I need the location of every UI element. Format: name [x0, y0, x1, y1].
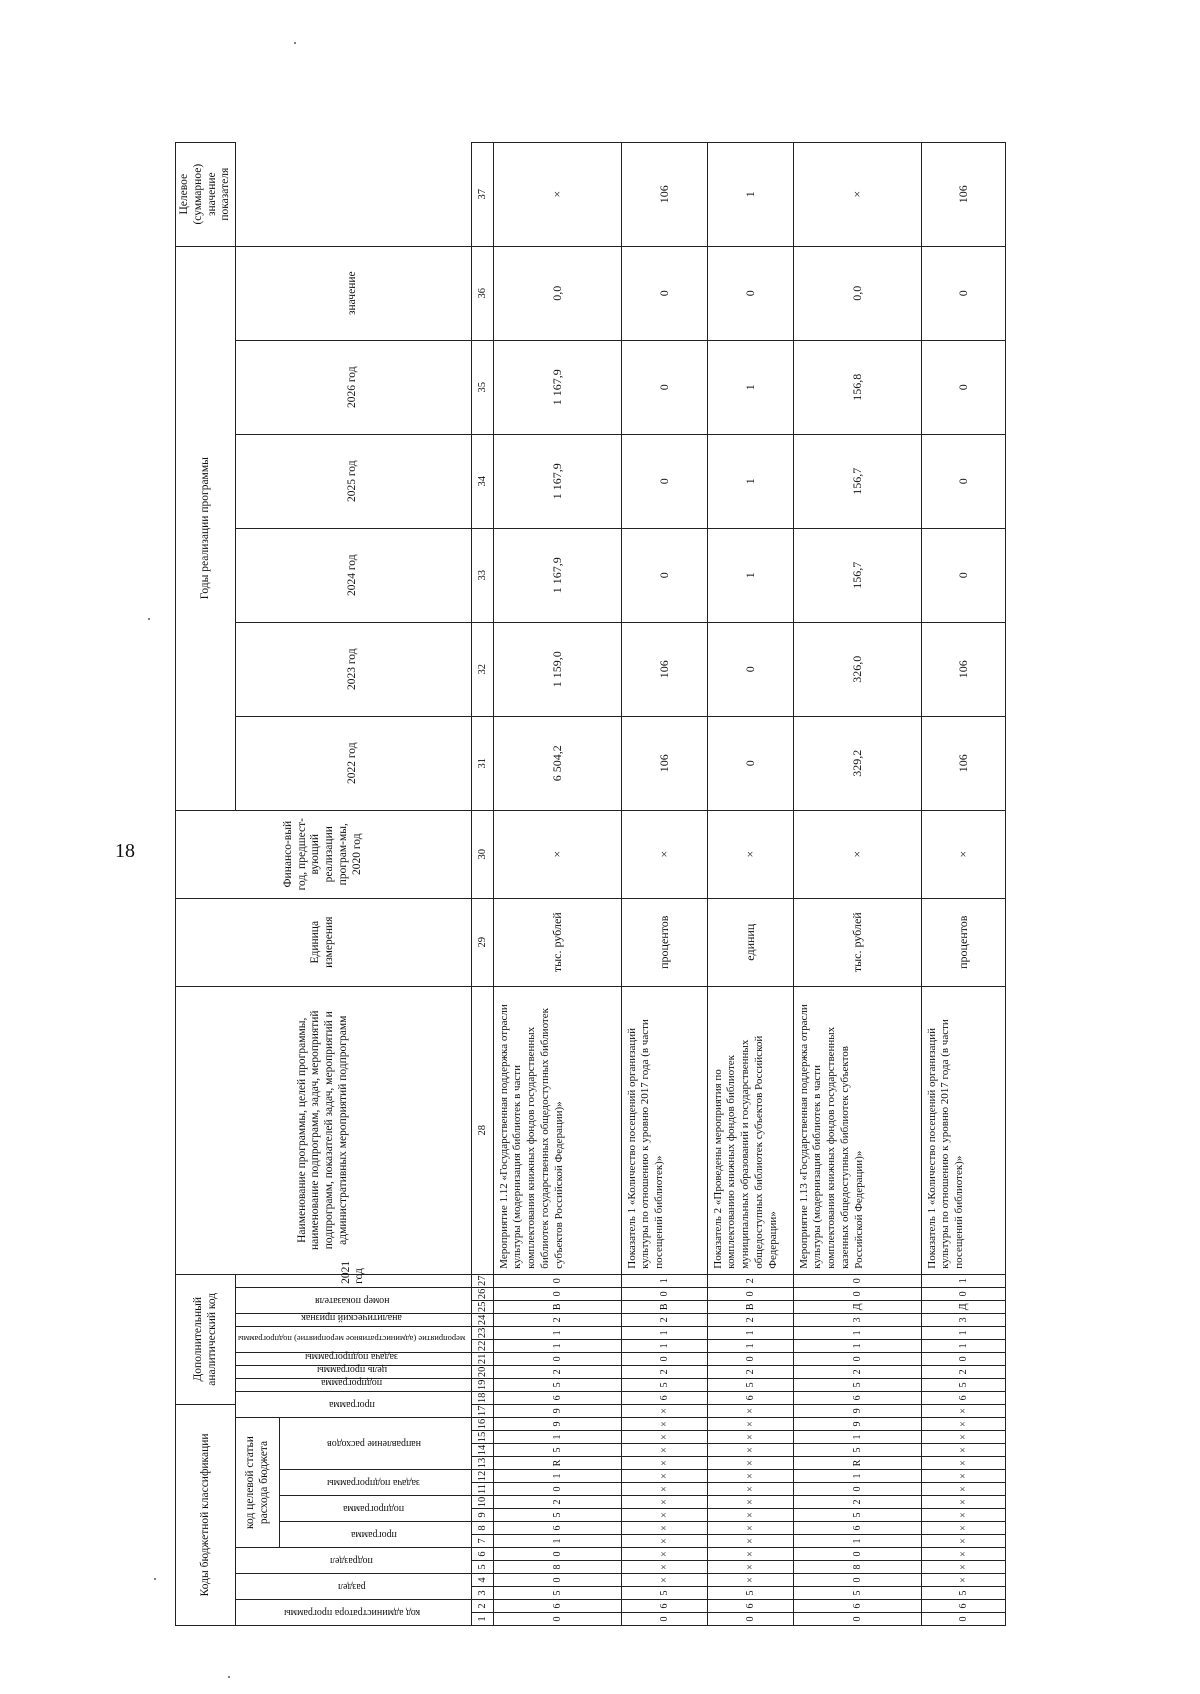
row-name: Мероприятие 1.12 «Государственная поддержка отрасли культуры (модернизация библиотек в части комплектования книжных фондов государственных библиотек государственных общедоступных библиотек субъектов Российской Федерации)» — [493, 986, 621, 1274]
code-digit-cell: × — [621, 1431, 707, 1444]
indicator-num-header — [236, 1287, 471, 1313]
target-value-header: значение — [236, 246, 471, 340]
code-digit-cell: × — [707, 1431, 793, 1444]
code-digit-cell: 5 — [707, 1378, 793, 1391]
budget-codes-header: Коды бюджетной классификации — [176, 1404, 236, 1625]
row-name: Мероприятие 1.13 «Государственная поддержка отрасли культуры (модернизация библиотек в части комплектования книжных фондов государственных казенных общедоступных библиотек субъектов Российской Федерации)» — [793, 986, 921, 1274]
col-number-cell: 12 — [471, 1470, 493, 1483]
row-year-value: 0 — [707, 622, 793, 716]
code-digit-cell: × — [921, 1509, 1005, 1522]
table-row — [621, 142, 707, 1625]
code-digit-cell: 1 — [793, 1470, 921, 1483]
code-digit-cell: 2 — [921, 1365, 1005, 1378]
code-digit-cell: × — [921, 1574, 1005, 1587]
row-year-value: 0 — [621, 340, 707, 434]
col-number-cell: 13 — [471, 1457, 493, 1470]
code-digit-cell: × — [707, 1418, 793, 1431]
code-digit-cell: × — [621, 1418, 707, 1431]
code-digit-cell: 5 — [493, 1587, 621, 1600]
code-digit-cell: 0 — [707, 1613, 793, 1626]
subsection-label: подраздел — [330, 1555, 374, 1566]
code-digit-cell: 6 — [793, 1522, 921, 1535]
code-digit-cell: 1 — [921, 1339, 1005, 1352]
row-target-value: 106 — [621, 142, 707, 246]
code-digit-cell: 0 — [707, 1287, 793, 1300]
code-digit-cell: × — [707, 1483, 793, 1496]
col-number-cell: 25 — [471, 1300, 493, 1313]
code-digit-cell: 6 — [493, 1600, 621, 1613]
code-digit-cell: 0 — [793, 1483, 921, 1496]
row-year-value: 0 — [621, 246, 707, 340]
row-year-value: 0 — [707, 246, 793, 340]
code-digit-cell: В — [707, 1300, 793, 1313]
col-number-cell: 23 — [471, 1326, 493, 1339]
code-digit-cell: 1 — [621, 1339, 707, 1352]
rotated-table-wrapper — [175, 163, 1065, 1626]
table-row — [707, 142, 793, 1625]
row-year-value: 1 — [707, 528, 793, 622]
code-digit-cell: 1 — [493, 1431, 621, 1444]
admin-code-header — [236, 1600, 471, 1626]
row-base-year-value: × — [707, 810, 793, 898]
code-digit-cell: Д — [793, 1300, 921, 1313]
code-digit-cell: 2 — [793, 1365, 921, 1378]
code-digit-cell: × — [621, 1561, 707, 1574]
row-name: Показатель 1 «Количество посещений организаций культуры по отношению к уровню 2017 года (в части посещений библиотек)» — [921, 986, 1005, 1274]
year-2022-header: 2022 год — [236, 716, 471, 810]
code-digit-cell: × — [921, 1470, 1005, 1483]
code-digit-cell: 6 — [793, 1391, 921, 1404]
row-base-year-value: × — [493, 810, 621, 898]
code-digit-cell: × — [921, 1404, 1005, 1417]
add-program-label: программа — [328, 1398, 375, 1410]
code-digit-cell: 1 — [707, 1339, 793, 1352]
row-unit: тыс. рублей — [493, 898, 621, 986]
code-digit-cell: × — [707, 1509, 793, 1522]
code-digit-cell: 6 — [921, 1600, 1005, 1613]
code-digit-cell: R — [493, 1457, 621, 1470]
code-digit-cell: 9 — [493, 1418, 621, 1431]
program-label: программа — [350, 1529, 397, 1540]
code-digit-cell: 2 — [707, 1365, 793, 1378]
code-digit-cell: 1 — [621, 1326, 707, 1339]
code-digit-cell: 2 — [707, 1313, 793, 1326]
code-digit-cell: 6 — [621, 1600, 707, 1613]
code-digit-cell: Д — [921, 1300, 1005, 1313]
row-year-value: 0 — [707, 716, 793, 810]
code-digit-cell: 0 — [793, 1287, 921, 1300]
col-number-cell: 35 — [471, 340, 493, 434]
attr-label: аналитический признак — [301, 1311, 403, 1323]
col-number-cell: 3 — [471, 1587, 493, 1600]
row-year-value: 0 — [921, 340, 1005, 434]
section-label: раздел — [337, 1581, 366, 1592]
code-digit-cell: × — [921, 1522, 1005, 1535]
code-digit-cell: 5 — [921, 1378, 1005, 1391]
code-digit-cell: 8 — [793, 1561, 921, 1574]
col-number-cell: 20 — [471, 1365, 493, 1378]
row-target-value: × — [493, 142, 621, 246]
col-number-cell: 17 — [471, 1404, 493, 1417]
code-digit-cell: × — [921, 1457, 1005, 1470]
row-year-value: 106 — [921, 716, 1005, 810]
code-digit-cell: 2 — [493, 1365, 621, 1378]
code-digit-cell: 5 — [921, 1587, 1005, 1600]
year-2025-header: 2025 год — [236, 434, 471, 528]
expense-dir-label: направление расходов — [326, 1438, 421, 1449]
col-number-cell: 37 — [471, 142, 493, 246]
row-name: Показатель 2 «Проведены мероприятия по комплектованию книжных фондов библиотек муниципальных образований и государственных общедоступных библиотек субъектов Российской Федерации» — [707, 986, 793, 1274]
col-number-cell: 1 — [471, 1613, 493, 1626]
code-digit-cell: × — [621, 1457, 707, 1470]
code-digit-cell: 9 — [793, 1404, 921, 1417]
row-year-value: 0,0 — [493, 246, 621, 340]
table-row — [921, 142, 1005, 1625]
code-digit-cell: 9 — [793, 1418, 921, 1431]
code-digit-cell: × — [921, 1548, 1005, 1561]
target-article-header: код целевой статьи расхода бюджета — [236, 1418, 280, 1548]
row-year-value: 156,8 — [793, 340, 921, 434]
row-year-value: 0 — [621, 528, 707, 622]
code-digit-cell: 1 — [493, 1339, 621, 1352]
code-digit-cell: R — [793, 1457, 921, 1470]
table-row — [793, 142, 921, 1625]
code-digit-cell: 0 — [707, 1352, 793, 1365]
code-digit-cell: 5 — [621, 1378, 707, 1391]
target-group-header: Целевое (суммарное) значение показателя — [176, 142, 236, 246]
code-digit-cell: × — [707, 1574, 793, 1587]
code-digit-cell: 0 — [921, 1287, 1005, 1300]
code-digit-cell: 6 — [921, 1391, 1005, 1404]
code-digit-cell: 0 — [793, 1274, 921, 1287]
row-unit: единиц — [707, 898, 793, 986]
event-label: мероприятие (административное мероприятие) подпрограммы — [238, 1334, 466, 1345]
row-target-value: 1 — [707, 142, 793, 246]
code-digit-cell: 1 — [921, 1326, 1005, 1339]
code-digit-cell: × — [707, 1470, 793, 1483]
col-number-cell: 9 — [471, 1509, 493, 1522]
code-digit-cell: 5 — [707, 1587, 793, 1600]
years-group-header: Годы реализации программы — [176, 246, 236, 810]
expense-dir-header — [279, 1418, 471, 1470]
row-name: Показатель 1 «Количество посещений организаций культуры по отношению к уровню 2017 года (в части посещений библиотек)» — [621, 986, 707, 1274]
code-digit-cell: 1 — [793, 1326, 921, 1339]
code-digit-cell: 0 — [621, 1352, 707, 1365]
col-number-cell: 34 — [471, 434, 493, 528]
code-digit-cell: В — [621, 1300, 707, 1313]
name-header: Наименование программы, целей программы, наименование подпрограмм, задач, мероприятий подпрограмм, показателей задач, мероприятий и административных мероприятий подпрограмм — [176, 986, 472, 1274]
row-year-value: 0 — [921, 246, 1005, 340]
code-digit-cell: 3 — [793, 1313, 921, 1326]
code-digit-cell: × — [621, 1522, 707, 1535]
row-year-value: 1 167,9 — [493, 528, 621, 622]
subprogram-header — [279, 1496, 471, 1522]
code-digit-cell: 1 — [493, 1326, 621, 1339]
code-digit-cell: 5 — [793, 1509, 921, 1522]
year-2024-header: 2024 год — [236, 528, 471, 622]
code-digit-cell: 6 — [793, 1600, 921, 1613]
row-base-year-value: × — [793, 810, 921, 898]
row-year-value: 1 — [707, 340, 793, 434]
code-digit-cell: 0 — [493, 1352, 621, 1365]
col-number-cell: 26 — [471, 1287, 493, 1300]
col-number-cell: 30 — [471, 810, 493, 898]
code-digit-cell: 0 — [493, 1483, 621, 1496]
col-number-cell: 4 — [471, 1574, 493, 1587]
code-digit-cell: 6 — [493, 1522, 621, 1535]
row-target-value: 106 — [921, 142, 1005, 246]
row-base-year-value: × — [621, 810, 707, 898]
row-year-value: 106 — [621, 716, 707, 810]
code-digit-cell: × — [621, 1496, 707, 1509]
code-digit-cell: 5 — [793, 1444, 921, 1457]
col-number-cell: 14 — [471, 1444, 493, 1457]
col-number-cell: 28 — [471, 986, 493, 1274]
table-row — [493, 142, 621, 1625]
row-year-value: 329,2 — [793, 716, 921, 810]
code-digit-cell: 1 — [793, 1535, 921, 1548]
col-number-cell: 11 — [471, 1483, 493, 1496]
code-digit-cell: 2 — [493, 1313, 621, 1326]
code-digit-cell: 0 — [493, 1287, 621, 1300]
code-digit-cell: × — [621, 1548, 707, 1561]
code-digit-cell: 1 — [793, 1339, 921, 1352]
code-digit-cell: × — [707, 1548, 793, 1561]
row-unit: процентов — [921, 898, 1005, 986]
program-header — [279, 1522, 471, 1548]
code-digit-cell: 1 — [493, 1470, 621, 1483]
code-digit-cell: 6 — [707, 1391, 793, 1404]
col-number-cell: 7 — [471, 1535, 493, 1548]
code-digit-cell: × — [707, 1457, 793, 1470]
code-digit-cell: 0 — [493, 1613, 621, 1626]
code-digit-cell: 0 — [793, 1613, 921, 1626]
add-task-label: задача подпрограммы — [305, 1350, 399, 1362]
code-digit-cell: 5 — [793, 1378, 921, 1391]
code-digit-cell: 0 — [493, 1274, 621, 1287]
extra-code-header: Дополнительный аналитический код — [176, 1274, 236, 1404]
code-digit-cell: 6 — [707, 1600, 793, 1613]
row-year-value: 0 — [921, 434, 1005, 528]
code-digit-cell: × — [921, 1418, 1005, 1431]
row-year-value: 1 167,9 — [493, 340, 621, 434]
attr-header — [236, 1313, 471, 1326]
row-year-value: 156,7 — [793, 434, 921, 528]
year-2026-header: 2026 год — [236, 340, 471, 434]
col-number-cell: 15 — [471, 1431, 493, 1444]
code-digit-cell: 0 — [793, 1352, 921, 1365]
code-digit-cell: 0 — [621, 1287, 707, 1300]
program-table — [175, 142, 1006, 1626]
col-number-cell: 36 — [471, 246, 493, 340]
base-year-header: Финансо-вый год, предшест-вующий реализации програм-мы, 2020 год — [176, 810, 472, 898]
code-digit-cell: × — [707, 1522, 793, 1535]
unit-header: Единица измерения — [176, 898, 472, 986]
col-number-cell: 27 — [471, 1274, 493, 1287]
col-number-cell: 31 — [471, 716, 493, 810]
code-digit-cell: 8 — [493, 1561, 621, 1574]
row-target-value: × — [793, 142, 921, 246]
code-digit-cell: 5 — [493, 1378, 621, 1391]
code-digit-cell: × — [621, 1535, 707, 1548]
row-unit: процентов — [621, 898, 707, 986]
code-digit-cell: 6 — [493, 1391, 621, 1404]
col-number-cell: 5 — [471, 1561, 493, 1574]
row-year-value: 6 504,2 — [493, 716, 621, 810]
add-subprogram-label: подпрограмма — [321, 1376, 383, 1388]
add-program-header — [236, 1391, 471, 1417]
code-digit-cell: × — [921, 1496, 1005, 1509]
row-year-value: 1 — [707, 434, 793, 528]
col-number-cell: 16 — [471, 1418, 493, 1431]
row-year-value: 106 — [921, 622, 1005, 716]
col-number-cell: 2 — [471, 1600, 493, 1613]
goal-label: цель программы — [316, 1363, 387, 1375]
subprogram-label: подпрограмма — [343, 1503, 405, 1514]
row-year-value: 0,0 — [793, 246, 921, 340]
code-digit-cell: 1 — [493, 1535, 621, 1548]
code-digit-cell: × — [621, 1483, 707, 1496]
code-digit-cell: × — [707, 1444, 793, 1457]
code-digit-cell: 0 — [793, 1574, 921, 1587]
code-digit-cell: 0 — [493, 1548, 621, 1561]
code-digit-cell: 2 — [493, 1496, 621, 1509]
code-digit-cell: 5 — [493, 1509, 621, 1522]
code-digit-cell: × — [921, 1561, 1005, 1574]
code-digit-cell: В — [493, 1300, 621, 1313]
year-2021-header: 2021 год — [236, 1274, 471, 1287]
row-year-value: 156,7 — [793, 528, 921, 622]
code-digit-cell: × — [921, 1431, 1005, 1444]
code-digit-cell: 0 — [921, 1613, 1005, 1626]
task-header — [279, 1470, 471, 1496]
code-digit-cell: 1 — [621, 1274, 707, 1287]
col-number-cell: 21 — [471, 1352, 493, 1365]
code-digit-cell: 1 — [921, 1274, 1005, 1287]
code-digit-cell: 2 — [621, 1313, 707, 1326]
code-digit-cell: × — [707, 1535, 793, 1548]
col-number-cell: 29 — [471, 898, 493, 986]
code-digit-cell: × — [707, 1404, 793, 1417]
code-digit-cell: × — [621, 1470, 707, 1483]
code-digit-cell: 1 — [793, 1431, 921, 1444]
col-number-cell: 32 — [471, 622, 493, 716]
code-digit-cell: 5 — [793, 1587, 921, 1600]
row-year-value: 0 — [621, 434, 707, 528]
col-number-cell: 22 — [471, 1339, 493, 1352]
code-digit-cell: 3 — [921, 1313, 1005, 1326]
code-digit-cell: 0 — [793, 1548, 921, 1561]
row-base-year-value: × — [921, 810, 1005, 898]
row-year-value: 0 — [921, 528, 1005, 622]
indicator-num-label: номер показателя — [314, 1294, 390, 1306]
code-digit-cell: × — [621, 1509, 707, 1522]
subsection-header — [236, 1548, 471, 1574]
task-label: задача подпрограммы — [327, 1477, 421, 1488]
code-digit-cell: 9 — [493, 1404, 621, 1417]
code-digit-cell: 2 — [793, 1496, 921, 1509]
col-number-cell: 24 — [471, 1313, 493, 1326]
code-digit-cell: × — [621, 1404, 707, 1417]
row-year-value: 326,0 — [793, 622, 921, 716]
code-digit-cell: 0 — [921, 1352, 1005, 1365]
year-2023-header: 2023 год — [236, 622, 471, 716]
code-digit-cell: × — [707, 1496, 793, 1509]
admin-code-label: код администратора программы — [283, 1607, 420, 1618]
event-header — [236, 1326, 471, 1352]
col-number-cell: 19 — [471, 1378, 493, 1391]
code-digit-cell: × — [621, 1444, 707, 1457]
code-digit-cell: × — [921, 1535, 1005, 1548]
code-digit-cell: × — [707, 1561, 793, 1574]
col-number-cell: 8 — [471, 1522, 493, 1535]
col-number-cell: 18 — [471, 1391, 493, 1404]
add-subprogram-header — [236, 1378, 471, 1391]
code-digit-cell: 0 — [621, 1613, 707, 1626]
code-digit-cell: 5 — [493, 1444, 621, 1457]
col-number-cell: 10 — [471, 1496, 493, 1509]
row-year-value: 106 — [621, 622, 707, 716]
col-number-cell: 6 — [471, 1548, 493, 1561]
col-number-cell: 33 — [471, 528, 493, 622]
code-digit-cell: 5 — [621, 1587, 707, 1600]
code-digit-cell: × — [921, 1444, 1005, 1457]
code-digit-cell: 6 — [621, 1391, 707, 1404]
page-number: 18 — [115, 840, 135, 862]
row-year-value: 1 159,0 — [493, 622, 621, 716]
code-digit-cell: × — [921, 1483, 1005, 1496]
code-digit-cell: × — [621, 1574, 707, 1587]
code-digit-cell: 2 — [621, 1365, 707, 1378]
code-digit-cell: 2 — [707, 1274, 793, 1287]
section-header — [236, 1574, 471, 1600]
row-unit: тыс. рублей — [793, 898, 921, 986]
row-year-value: 1 167,9 — [493, 434, 621, 528]
code-digit-cell: 1 — [707, 1326, 793, 1339]
code-digit-cell: 0 — [493, 1574, 621, 1587]
